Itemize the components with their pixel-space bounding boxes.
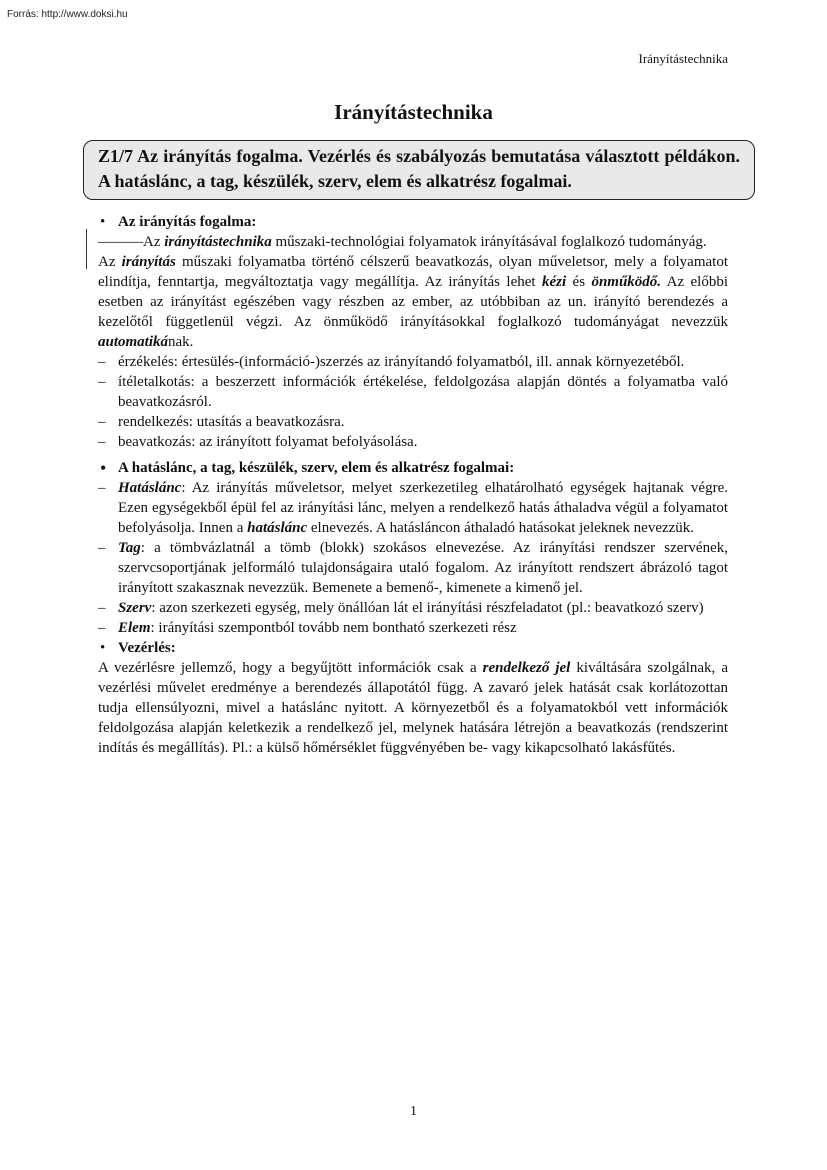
text-run: Az xyxy=(98,254,122,270)
definition-term: Hatáslánc xyxy=(118,480,182,496)
text-run: : azon szerkezeti egység, mely önállóan lát el irányítási részfeladatot (pl.: beavatkozó szerv) xyxy=(151,600,704,616)
dash-list-item xyxy=(98,352,728,372)
page-title: Irányítástechnika xyxy=(334,100,493,124)
section-heading-text: Vezérlés: xyxy=(118,640,176,656)
emphasis-term: hatáslánc xyxy=(247,520,308,536)
emphasis-term: kézi xyxy=(541,274,567,290)
list-item-text: rendelkezés: utasítás a beavatkozásra. xyxy=(118,414,345,430)
emphasis-term: irányítástechnika xyxy=(164,234,272,250)
text-run: Az előbbi esetben az irányítást egészében vagy részben az ember, az utóbbiban az un. irányító berendezés a kezelőtől függetlenül végzi. Az önműködő irányításokkal foglalkozó tudományágat nevezzük xyxy=(98,274,729,330)
emphasis-term: rendelkező jel xyxy=(482,660,571,676)
text-run: : Az irányítás műveletsor, melyet szerkezetileg elhatárolható egységek hajtanak végre. Ezen egységekből épül fel az irányítási lánc, melyen a rendelkező hatás áthaladva végül a folyamatot befolyásolja. Innen a xyxy=(118,480,728,536)
source-label: Forrás: http://www.doksi.hu xyxy=(7,9,128,20)
bullet-icon: • xyxy=(100,640,106,656)
text-run: kiváltására szolgálnak, a vezérlési művelet eredménye a berendezés állapotától függ. A zavaró jelek hatását csak korlátozottan tudja ellensúlyozni, mivel a hatáslánc nyitott. A környezetből és a folyamatokból vett információk feldolgozása alapján keletkezik a rendelkező jel, melynek hatására létrejön a beavatkozás (rendszerint indítás és megállítás). Pl.: a külső hőmérséklet függvényében be- vagy kikapcsolható lakásfűtés. xyxy=(98,660,728,756)
section-heading-text: Az irányítás fogalma: xyxy=(118,214,257,230)
list-item-text: érzékelés: értesülés-(információ-)szerzés az irányítandó folyamatból, ill. annak környezetéből. xyxy=(118,354,685,370)
text-run: elnevezés. A hatásláncon áthaladó hatásokat jeleknek nevezzük. xyxy=(307,520,695,536)
emphasis-term: irányítás xyxy=(121,254,176,270)
section-heading-iranyitas xyxy=(98,212,728,232)
emphasis-term: önműködő. xyxy=(591,274,662,290)
list-item-text: ítéletalkotás: a beszerzett információk értékelése, feldolgozása alapján döntés a folyamatba való beavatkozásról. xyxy=(118,374,728,410)
dash-marker: – xyxy=(98,480,106,496)
definition-term: Szerv xyxy=(118,600,152,616)
definition-item-szerv xyxy=(98,598,728,618)
dash-marker: – xyxy=(98,600,106,616)
text-run: : a tömbvázlatnál a tömb (blokk) szokásos elnevezése. Az irányítási rendszer szervének, szervcsoportjának jelformáló tulajdonságaira utaló fogalom. Az irányított rendszert ábrázoló tagot irányított szakasznak nevezzük. Bemenete a bemenő-, kimenete a kimenő jel. xyxy=(118,540,728,596)
dash-list-item xyxy=(98,412,728,432)
document-body xyxy=(98,212,728,758)
paragraph-vezerles xyxy=(98,658,728,758)
dash-list-item xyxy=(98,372,728,412)
page-number: 1 xyxy=(410,1104,417,1119)
topic-box xyxy=(83,140,755,200)
text-run: műszaki-technológiai folyamatok irányításával foglalkozó tudományág. xyxy=(271,234,707,250)
list-item-text: beavatkozás: az irányított folyamat befolyásolása. xyxy=(118,434,418,450)
dash-marker: – xyxy=(98,354,106,370)
text-run: : irányítási szempontból tovább nem bontható szerkezeti rész xyxy=(150,620,517,636)
text-run: A vezérlésre jellemző, hogy a begyűjtött információk csak a xyxy=(98,660,483,676)
dash-marker: – xyxy=(98,414,106,430)
definition-item-elem xyxy=(98,618,728,638)
topic-text: Z1/7 Az irányítás fogalma. Vezérlés és szabályozás bemutatása választott példákon. A hatáslánc, a tag, készülék, szerv, elem és alkatrész fogalmai. xyxy=(98,146,740,191)
dash-marker: – xyxy=(98,540,106,556)
paragraph-iranyitas xyxy=(98,252,728,352)
dash-list-item xyxy=(98,432,728,452)
definition-term: Elem xyxy=(118,620,151,636)
bullet-icon: • xyxy=(100,214,106,230)
text-run: műszaki folyamatba történő célszerű beavatkozás, olyan műveletsor, mely a folyamatot elindítja, fenntartja, megváltoztatja vagy megállítja. Az irányítás lehet xyxy=(98,254,728,290)
definition-item-tag xyxy=(98,538,728,598)
definition-term: Tag xyxy=(118,540,141,556)
definition-item-hataslanc xyxy=(98,478,728,538)
margin-change-bar xyxy=(86,229,87,269)
text-run: ———Az xyxy=(98,234,165,250)
bullet-icon: • xyxy=(100,458,107,478)
section-heading-hataslanc xyxy=(98,458,728,478)
text-run: és xyxy=(566,274,592,290)
dash-marker: – xyxy=(98,620,106,636)
emphasis-term: automatiká xyxy=(98,334,169,350)
section-heading-text: A hatáslánc, a tag, készülék, szerv, elem és alkatrész fogalmai: xyxy=(118,460,515,476)
text-run: nak. xyxy=(168,334,194,350)
dash-marker: – xyxy=(98,434,106,450)
running-head: Irányítástechnika xyxy=(638,51,728,66)
paragraph-definition xyxy=(98,232,728,252)
section-heading-vezerles xyxy=(98,638,728,658)
dash-marker: – xyxy=(98,374,106,390)
